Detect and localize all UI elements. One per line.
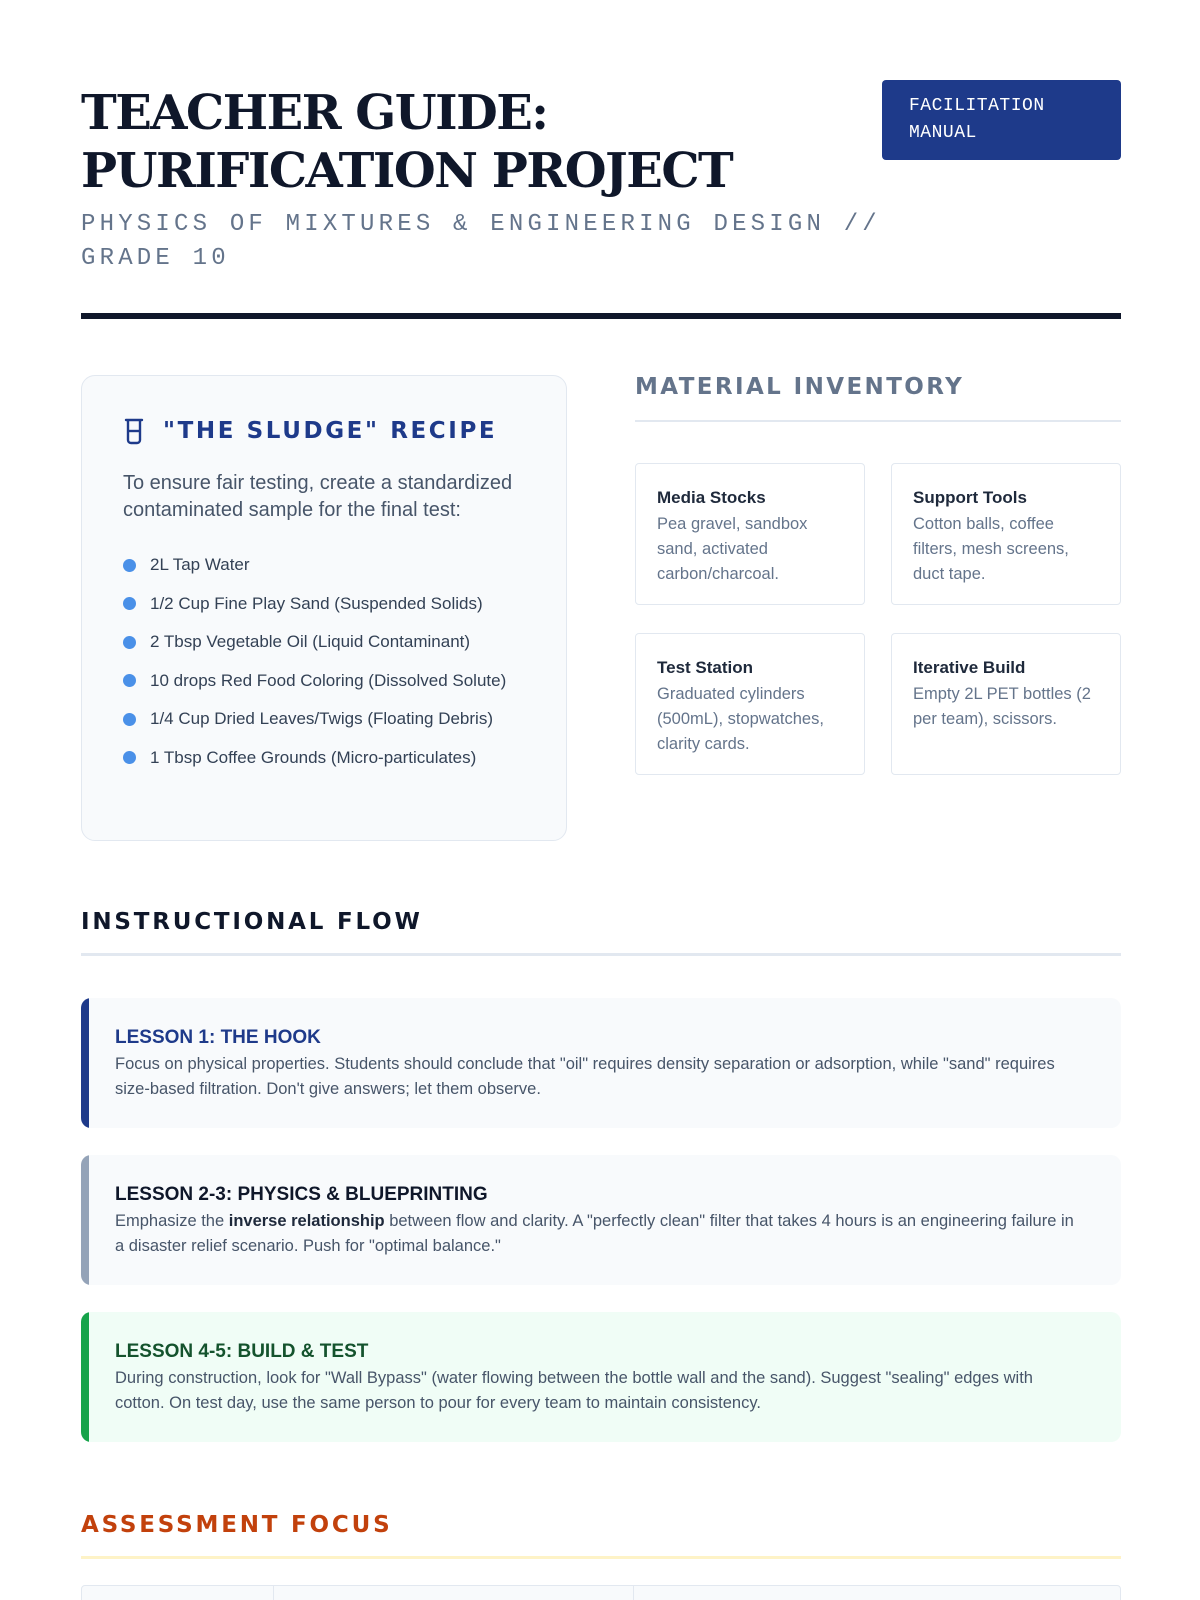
- list-item: [123, 739, 525, 778]
- assessment-divider: [81, 1556, 1121, 1559]
- material-inventory-title: MATERIAL INVENTORY: [635, 374, 965, 400]
- inventory-card-text: Empty 2L PET bottles (2 per team), scissors.: [913, 685, 1091, 728]
- header-divider: [81, 313, 1121, 319]
- lesson-card-build-test: [81, 1312, 1121, 1442]
- ingredient-label: 1 Tbsp Coffee Grounds (Micro-particulates): [150, 747, 477, 767]
- inventory-card-iterative-build: [891, 633, 1121, 775]
- list-item: [123, 700, 525, 739]
- recipe-header: [123, 416, 525, 446]
- inventory-card-text: Pea gravel, sandbox sand, activated carbon/charcoal.: [657, 515, 808, 583]
- inventory-card-text: Graduated cylinders (500mL), stopwatches, clarity cards.: [657, 685, 824, 753]
- bullet-dot-icon: [123, 674, 136, 687]
- page-subtitle: PHYSICS OF MIXTURES & ENGINEERING DESIGN // GRADE 10: [81, 211, 881, 272]
- inventory-card-heading: Support Tools: [913, 488, 1027, 507]
- assessment-table: [81, 1585, 1121, 1600]
- ingredient-label: 1/2 Cup Fine Play Sand (Suspended Solids): [150, 593, 483, 613]
- sludge-recipe-card: [81, 375, 567, 841]
- ingredient-label: 2L Tap Water: [150, 555, 250, 575]
- lesson-card-hook: [81, 998, 1121, 1128]
- table-column-divider: [633, 1586, 634, 1600]
- list-item: [123, 546, 525, 585]
- lesson-text-part: Emphasize the: [115, 1212, 229, 1230]
- inventory-card-heading: Iterative Build: [913, 658, 1026, 677]
- inventory-card-media-stocks: [635, 463, 865, 605]
- assessment-focus-title: ASSESSMENT FOCUS: [81, 1512, 393, 1538]
- ingredient-label: 1/4 Cup Dried Leaves/Twigs (Floating Debris): [150, 709, 493, 729]
- recipe-intro: To ensure fair testing, create a standardized contaminated sample for the final test:: [123, 472, 513, 521]
- lesson-card-physics-blueprinting: [81, 1155, 1121, 1285]
- page-title: TEACHER GUIDE: PURIFICATION PROJECT: [81, 85, 733, 199]
- table-column-divider: [273, 1586, 274, 1600]
- instructional-flow-title: INSTRUCTIONAL FLOW: [81, 909, 423, 935]
- lesson-text: During construction, look for "Wall Bypass" (water flowing between the bottle wall and the sand). Suggest "sealing" edges with cotton. On test day, use the same person to pour for every team to maintain consistency.: [115, 1369, 1033, 1412]
- lesson-text-part: between flow and clarity. A "perfectly clean" filter that takes 4 hours is an engineering failure in a disaster relief scenario. Push for "optimal balance.": [115, 1212, 1074, 1255]
- lesson-heading: LESSON 4-5: BUILD & TEST: [115, 1341, 369, 1362]
- list-item: [123, 623, 525, 662]
- list-item: [123, 662, 525, 701]
- inventory-card-support-tools: [891, 463, 1121, 605]
- inventory-card-heading: Media Stocks: [657, 488, 766, 507]
- flow-divider: [81, 953, 1121, 956]
- beaker-icon: [123, 417, 145, 445]
- bullet-dot-icon: [123, 636, 136, 649]
- list-item: [123, 585, 525, 624]
- recipe-ingredient-list: [123, 546, 525, 777]
- bullet-dot-icon: [123, 559, 136, 572]
- teacher-guide-page: [81, 0, 1121, 1600]
- ingredient-label: 10 drops Red Food Coloring (Dissolved Solute): [150, 670, 507, 690]
- bullet-dot-icon: [123, 751, 136, 764]
- inventory-divider: [635, 420, 1121, 422]
- inventory-card-heading: Test Station: [657, 658, 754, 677]
- bullet-dot-icon: [123, 597, 136, 610]
- inventory-card-test-station: [635, 633, 865, 775]
- lesson-heading: LESSON 1: THE HOOK: [115, 1027, 321, 1048]
- lesson-text-emphasis: inverse relationship: [228, 1212, 385, 1230]
- facilitation-manual-badge: FACILITATION MANUAL: [882, 80, 1121, 160]
- ingredient-label: 2 Tbsp Vegetable Oil (Liquid Contaminant): [150, 632, 471, 652]
- lesson-text: [115, 1209, 1087, 1259]
- lesson-heading: LESSON 2-3: PHYSICS & BLUEPRINTING: [115, 1184, 488, 1205]
- recipe-title: "THE SLUDGE" RECIPE: [163, 418, 498, 444]
- lesson-text: Focus on physical properties. Students should conclude that "oil" requires density separation or adsorption, while "sand" requires size-based filtration. Don't give answers; let them observe.: [115, 1055, 1055, 1098]
- inventory-card-text: Cotton balls, coffee filters, mesh screens, duct tape.: [913, 515, 1069, 583]
- bullet-dot-icon: [123, 713, 136, 726]
